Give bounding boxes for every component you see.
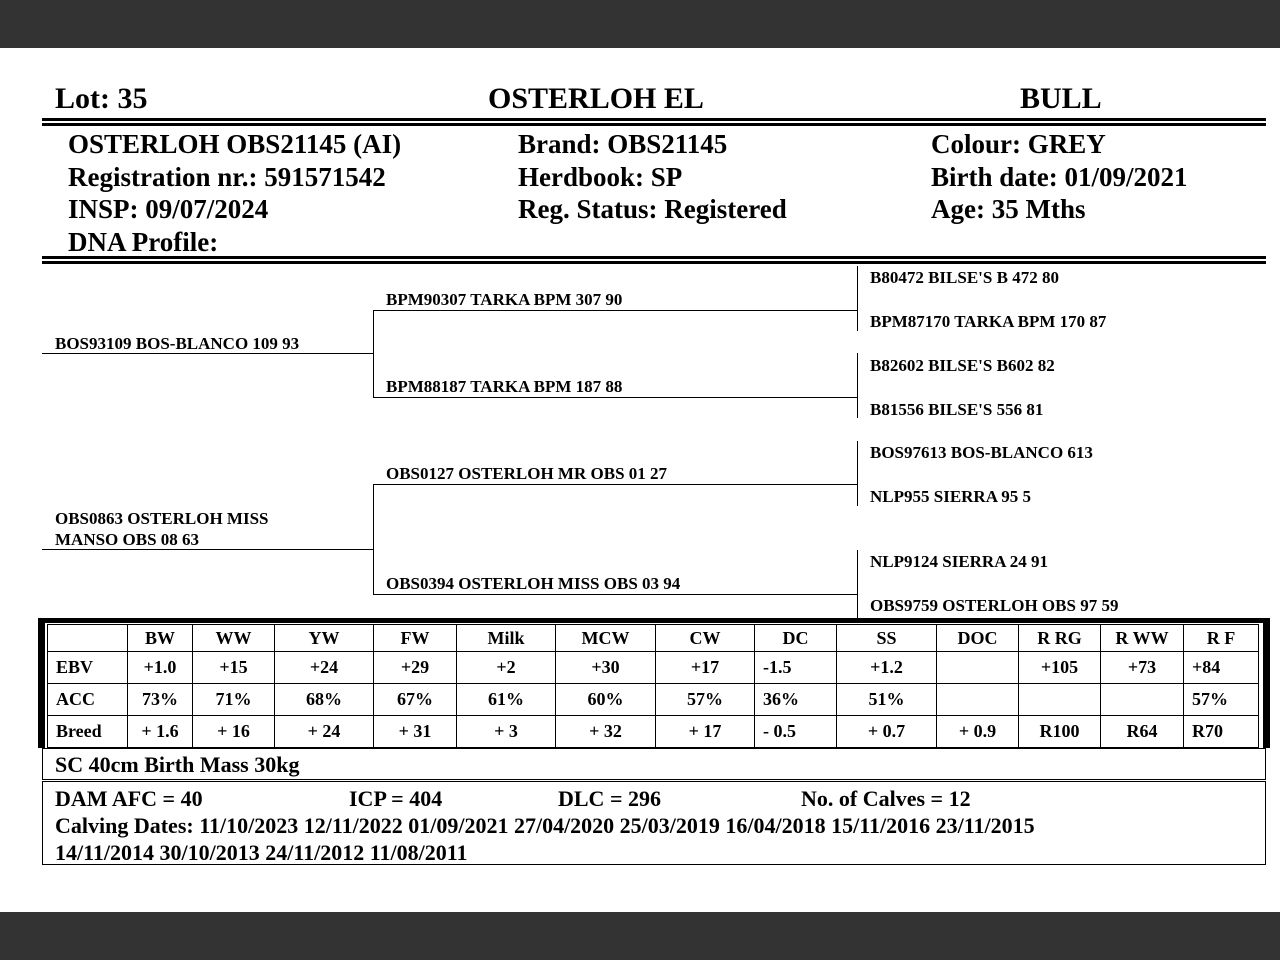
colour: Colour: GREY [931,129,1106,159]
ebv-cell: +1.2 [837,652,937,684]
dam-afc: DAM AFC = 40 [55,786,203,811]
ebv-cell [937,684,1019,716]
animal-full-name: OSTERLOH OBS21145 (AI) [68,129,402,159]
ebv-cell: +30 [556,652,656,684]
ebv-cell: 51% [837,684,937,716]
ebv-cell: R70 [1184,716,1259,748]
pedigree-ddd: OBS9759 OSTERLOH OBS 97 59 [870,596,1119,615]
ebv-cell: 60% [556,684,656,716]
pedigree-dam-dam: OBS0394 OSTERLOH MISS OBS 03 94 [386,574,681,593]
ebv-cell: + 17 [656,716,755,748]
pedigree-sdd: B81556 BILSE'S 556 81 [870,400,1044,419]
pedigree-dds: NLP9124 SIERRA 24 91 [870,552,1049,571]
ebv-header-cell: DOC [937,625,1019,652]
lot-number: Lot: 35 [55,82,148,115]
ebv-cell: 57% [1184,684,1259,716]
animal-sex: BULL [1020,82,1102,115]
ebv-cell [1019,684,1101,716]
ebv-header-row [48,625,1259,652]
birth-date: Birth date: 01/09/2021 [931,161,1188,192]
sc-birth-mass: SC 40cm Birth Mass 30kg [55,752,300,777]
ebv-header-cell: R F [1184,625,1259,652]
ebv-cell: 71% [193,684,275,716]
ebv-cell: +73 [1101,652,1184,684]
ebv-cell: +1.0 [128,652,193,684]
ebv-cell: 68% [275,684,374,716]
ebv-cell: +105 [1019,652,1101,684]
ebv-cell: +2 [457,652,556,684]
dam-calves: No. of Calves = 12 [801,786,971,811]
age: Age: 35 Mths [931,194,1086,224]
ebv-row-ebv [48,652,1259,684]
sc-birth-mass-box [42,748,1266,780]
info-col-2 [518,128,787,226]
ebv-cell: +29 [374,652,457,684]
ebv-row-label: EBV [48,652,128,684]
calving-dates-2: 14/11/2014 30/10/2013 24/11/2012 11/08/2011 [55,840,468,865]
ebv-header-cell: R RG [1019,625,1101,652]
ebv-cell: + 1.6 [128,716,193,748]
info-col-1 [68,128,401,258]
ebv-table [47,624,1259,748]
ebv-row-breed [48,716,1259,748]
ebv-cell: + 24 [275,716,374,748]
bottom-dark-bar [0,912,1280,960]
pedigree-dam-line-2: MANSO OBS 08 63 [55,530,200,549]
ebv-header-cell: YW [275,625,374,652]
top-dark-bar [0,0,1280,48]
dam-dlc: DLC = 296 [558,786,661,811]
reg-status: Reg. Status: Registered [518,194,787,224]
info-col-3 [931,128,1188,226]
ebv-row-acc [48,684,1259,716]
pedigree-sire: BOS93109 BOS-BLANCO 109 93 [55,334,300,353]
info-rule-bottom-2 [42,261,1266,264]
ebv-cell: 57% [656,684,755,716]
ebv-cell: + 0.9 [937,716,1019,748]
ebv-cell: R64 [1101,716,1184,748]
ebv-header-cell: WW [193,625,275,652]
ebv-cell: - 0.5 [755,716,837,748]
ebv-cell: +24 [275,652,374,684]
dna-profile: DNA Profile: [68,226,219,257]
ebv-cell: 73% [128,684,193,716]
ebv-cell [937,652,1019,684]
pedigree-dam-line-1: OBS0863 OSTERLOH MISS [55,509,269,528]
ebv-cell: +15 [193,652,275,684]
ebv-header-cell: CW [656,625,755,652]
ebv-header-cell: DC [755,625,837,652]
ebv-cell: 67% [374,684,457,716]
ebv-cell: 61% [457,684,556,716]
ebv-cell: R100 [1019,716,1101,748]
ebv-cell: + 32 [556,716,656,748]
brand: Brand: OBS21145 [518,129,728,159]
herdbook: Herdbook: SP [518,161,683,192]
header-rule-top-2 [42,123,1266,126]
pedigree-dsd: NLP955 SIERRA 95 5 [870,487,1032,506]
info-rule-bottom [42,256,1266,259]
dam-stats-box [42,781,1266,865]
pedigree-ssd: BPM87170 TARKA BPM 170 87 [870,312,1107,331]
ebv-cell: -1.5 [755,652,837,684]
animal-name: OSTERLOH EL [488,82,704,115]
pedigree-sds: B82602 BILSE'S B602 82 [870,356,1055,375]
ebv-cell: + 16 [193,716,275,748]
registration-number: Registration nr.: 591571542 [68,161,386,192]
ebv-header-cell: R WW [1101,625,1184,652]
ebv-cell: +17 [656,652,755,684]
ebv-cell: + 3 [457,716,556,748]
header-rule-top [42,118,1266,121]
pedigree-dss: BOS97613 BOS-BLANCO 613 [870,443,1093,462]
calving-dates-1: Calving Dates: 11/10/2023 12/11/2022 01/09/2021 27/04/2020 25/03/2019 16/04/2018 15/11/2016 23/11/2015 [55,813,1035,838]
pedigree-sss: B80472 BILSE'S B 472 80 [870,268,1059,287]
catalogue-page [0,48,1280,912]
ebv-header-cell: Milk [457,625,556,652]
ebv-header-cell [48,625,128,652]
pedigree-dam-sire: OBS0127 OSTERLOH MR OBS 01 27 [386,464,668,483]
ebv-cell [1101,684,1184,716]
ebv-header-cell: SS [837,625,937,652]
ebv-row-label: ACC [48,684,128,716]
inspection-date: INSP: 09/07/2024 [68,194,269,224]
dam-icp: ICP = 404 [349,786,443,811]
ebv-cell: + 0.7 [837,716,937,748]
ebv-header-cell: FW [374,625,457,652]
pedigree-sire-sire: BPM90307 TARKA BPM 307 90 [386,290,623,309]
pedigree-sire-dam: BPM88187 TARKA BPM 187 88 [386,377,623,396]
ebv-header-cell: MCW [556,625,656,652]
ebv-cell: 36% [755,684,837,716]
ebv-cell: +84 [1184,652,1259,684]
ebv-row-label: Breed [48,716,128,748]
ebv-cell: + 31 [374,716,457,748]
ebv-header-cell: BW [128,625,193,652]
